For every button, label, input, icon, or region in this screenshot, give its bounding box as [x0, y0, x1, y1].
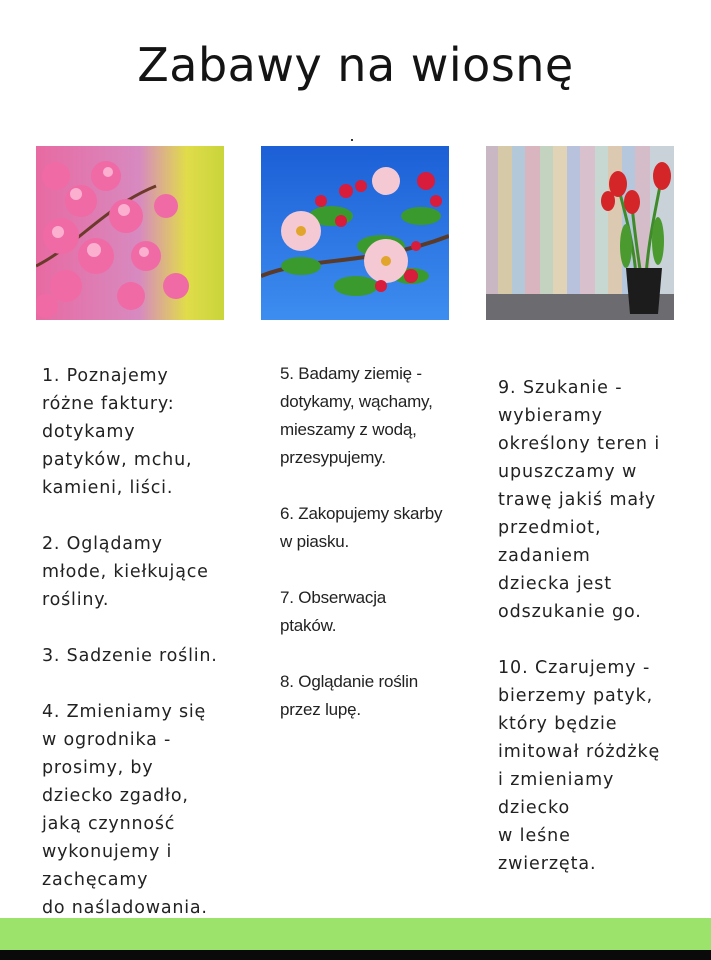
activities-column-1 — [42, 362, 242, 922]
activity-item-6: 6. Zakopujemy skarby w piasku. — [280, 504, 443, 551]
footer-accent-bar — [0, 918, 711, 950]
activity-item-1: 1. Poznajemy różne faktury: dotykamy patyków, mchu, kamieni, liści. — [42, 366, 193, 498]
red-tulips-photo — [486, 146, 674, 320]
activity-item-2: 2. Oglądamy młode, kiełkujące rośliny. — [42, 534, 209, 610]
stray-dot — [351, 139, 353, 141]
activity-item-3: 3. Sadzenie roślin. — [42, 646, 218, 666]
activity-item-9: 9. Szukanie - wybieramy określony teren i upuszczamy w trawę jakiś mały przedmiot, zadaniem dziecka jest odszukanie go. — [498, 378, 661, 622]
pink-blossom-photo — [36, 146, 224, 320]
activity-item-8: 8. Oglądanie roślin przez lupę. — [280, 672, 418, 719]
activity-item-7: 7. Obserwacja ptaków. — [280, 588, 387, 635]
activities-column-2 — [280, 360, 480, 724]
footer-edge — [0, 950, 711, 960]
page-title: Zabawy na wiosnę — [137, 38, 574, 92]
activities-column-3 — [498, 374, 698, 878]
activity-item-10: 10. Czarujemy - bierzemy patyk, który będzie imitował różdżkę i zmieniamy dziecko w leśne zwierzęta. — [498, 658, 661, 874]
activity-item-5: 5. Badamy ziemię - dotykamy, wąchamy, mieszamy z wodą, przesypujemy. — [280, 364, 433, 467]
apple-blossom-photo — [261, 146, 449, 320]
activity-item-4: 4. Zmieniamy się w ogrodnika - prosimy, by dziecko zgadło, jaką czynność wykonujemy i zachęcamy do naśladowania. — [42, 702, 208, 918]
